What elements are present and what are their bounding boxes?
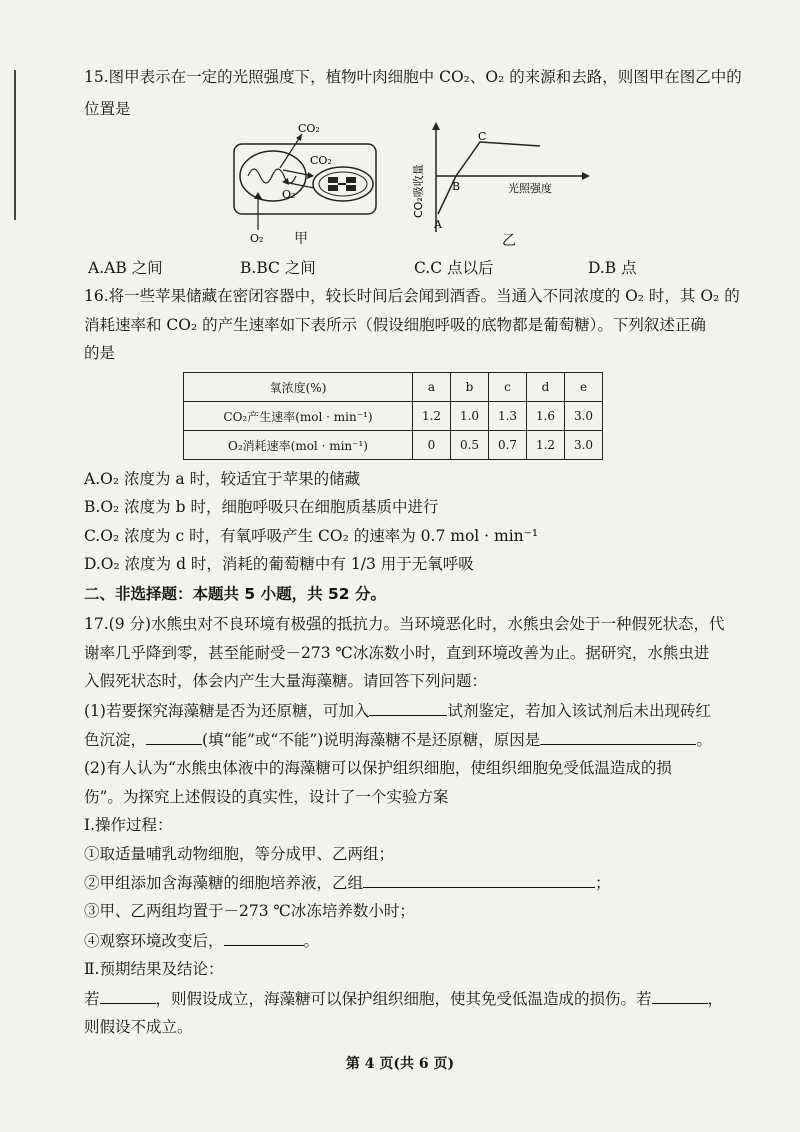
results-line2: 则假设不成立。 [84, 1018, 193, 1036]
table-cell: 0 [413, 431, 451, 460]
q17-part2-line1: (2)有人认为“水熊虫体液中的海藻糖可以保护组织细胞，使组织细胞免受低温造成的损 [84, 759, 672, 777]
q16-option-d: D.O₂ 浓度为 d 时，消耗的葡萄糖中有 1/3 用于无氧呼吸 [84, 555, 474, 573]
answer-blank[interactable] [369, 699, 447, 716]
point-b: B [452, 180, 461, 193]
section-heading: 二、非选择题：本题共 5 小题，共 52 分。 [84, 585, 386, 603]
q15-option-b: B.BC 之间 [240, 259, 316, 277]
q17-line1: 17.(9 分)水熊虫对不良环境有极强的抵抗力。当环境恶化时，水熊虫会处于一种假死状态，代 [84, 615, 725, 633]
q16-option-a: A.O₂ 浓度为 a 时，较适宜于苹果的储藏 [84, 470, 361, 488]
answer-blank[interactable] [146, 728, 202, 745]
q16-line1: 16.将一些苹果储藏在密闭容器中，较长时间后会闻到酒香。当通入不同浓度的 O₂ 时，其 O₂ 的 [84, 287, 740, 305]
text: ②甲组添加含海藻糖的细胞培养液，乙组 [84, 874, 364, 892]
figure-yi [412, 118, 592, 238]
caption-yi: 乙 [502, 233, 516, 249]
ylabel: CO₂吸收量 [412, 164, 425, 218]
table-cell: 氧浓度(%) [184, 373, 413, 402]
text: (填“能”或“不能”)说明海藻糖不是还原糖，原因是 [202, 731, 541, 749]
q17-line3: 入假死状态时，体会内产生大量海藻糖。请回答下列问题： [84, 672, 488, 690]
figure-jia [228, 118, 388, 248]
text: 。 [696, 731, 712, 749]
answer-blank[interactable] [363, 871, 595, 888]
q16-line3: 的是 [84, 344, 116, 362]
q17-part1-line1 [84, 699, 711, 722]
step-4 [84, 929, 319, 952]
label-co2-mid: CO₂ [310, 154, 332, 167]
answer-blank[interactable] [224, 929, 304, 946]
q16-option-b: B.O₂ 浓度为 b 时，细胞呼吸只在细胞质基质中进行 [84, 498, 439, 516]
text: (1)若要探究海藻糖是否为还原糖，可加入 [84, 702, 370, 720]
table-cell: 1.3 [489, 402, 527, 431]
table-row [184, 402, 603, 431]
data-table [183, 372, 603, 460]
table-cell: 3.0 [565, 402, 603, 431]
q15-option-a: A.AB 之间 [88, 259, 163, 277]
answer-blank[interactable] [540, 728, 696, 745]
operation-title: Ⅰ.操作过程： [84, 816, 173, 834]
q15-option-d: D.B 点 [588, 259, 637, 277]
label-o2-mid: O₂ [282, 188, 296, 201]
step-2 [84, 871, 611, 894]
answer-blank[interactable] [652, 987, 708, 1004]
text: ，则假设成立，海藻糖可以保护组织细胞，使其免受低温造成的损伤。若 [155, 990, 652, 1008]
results-line1 [84, 987, 723, 1010]
table-cell: e [565, 373, 603, 402]
mitochondrion [240, 151, 306, 201]
step-3: ③甲、乙两组均置于－273 ℃冰冻培养数小时； [84, 902, 415, 920]
table-cell: 0.5 [451, 431, 489, 460]
caption-jia: 甲 [294, 231, 308, 247]
table-row [184, 431, 603, 460]
table-cell: CO₂产生速率(mol · min⁻¹) [184, 402, 413, 431]
label-co2-top: CO₂ [298, 122, 320, 135]
point-c: C [478, 130, 487, 143]
text: ④观察环境改变后， [84, 932, 224, 950]
step-1: ①取适量哺乳动物细胞，等分成甲、乙两组； [84, 845, 395, 863]
text: 试剂鉴定，若加入该试剂后未出现砖红 [447, 702, 711, 720]
table-header-row [184, 373, 603, 402]
text: 色沉淀， [84, 731, 147, 749]
table-cell: 1.6 [527, 402, 565, 431]
table-cell: 1.2 [413, 402, 451, 431]
table-cell: b [451, 373, 489, 402]
curve-line [438, 142, 540, 214]
table-cell: a [413, 373, 451, 402]
text: ， [707, 990, 724, 1008]
table-cell: d [527, 373, 565, 402]
table-cell: 3.0 [565, 431, 603, 460]
text: 若 [84, 990, 100, 1008]
q17-part2-line2: 伤”。为探究上述假设的真实性，设计了一个实验方案 [84, 788, 449, 806]
table-cell: 1.0 [451, 402, 489, 431]
q16-option-c: C.O₂ 浓度为 c 时，有氧呼吸产生 CO₂ 的速率为 0.7 mol · min⁻¹ [84, 527, 539, 545]
label-o2-bottom: O₂ [250, 232, 264, 245]
text: 。 [303, 932, 320, 950]
text: ； [595, 874, 611, 892]
results-title: Ⅱ.预期结果及结论： [84, 960, 224, 978]
q17-part1-line2 [84, 728, 712, 751]
q17-line2: 谢率几乎降到零，甚至能耐受－273 ℃冰冻数小时，直到环境改善为止。据研究，水熊虫进 [84, 644, 710, 662]
q15-option-c: C.C 点以后 [414, 259, 494, 277]
page-footer: 第 4 页(共 6 页) [345, 1056, 455, 1072]
margin-line [14, 70, 16, 220]
table-cell: O₂消耗速率(mol · min⁻¹) [184, 431, 413, 460]
table-cell: 0.7 [489, 431, 527, 460]
q15-line1: 15.图甲表示在一定的光照强度下，植物叶肉细胞中 CO₂、O₂ 的来源和去路，则图甲在图乙中的 [84, 68, 742, 86]
table-cell: c [489, 373, 527, 402]
point-a: A [434, 218, 442, 231]
xlabel: 光照强度 [508, 182, 552, 195]
table-cell: 1.2 [527, 431, 565, 460]
answer-blank[interactable] [100, 987, 156, 1004]
q16-line2: 消耗速率和 CO₂ 的产生速率如下表所示（假设细胞呼吸的底物都是葡萄糖）。下列叙述正确 [84, 316, 706, 334]
q15-line2: 位置是 [84, 100, 131, 118]
